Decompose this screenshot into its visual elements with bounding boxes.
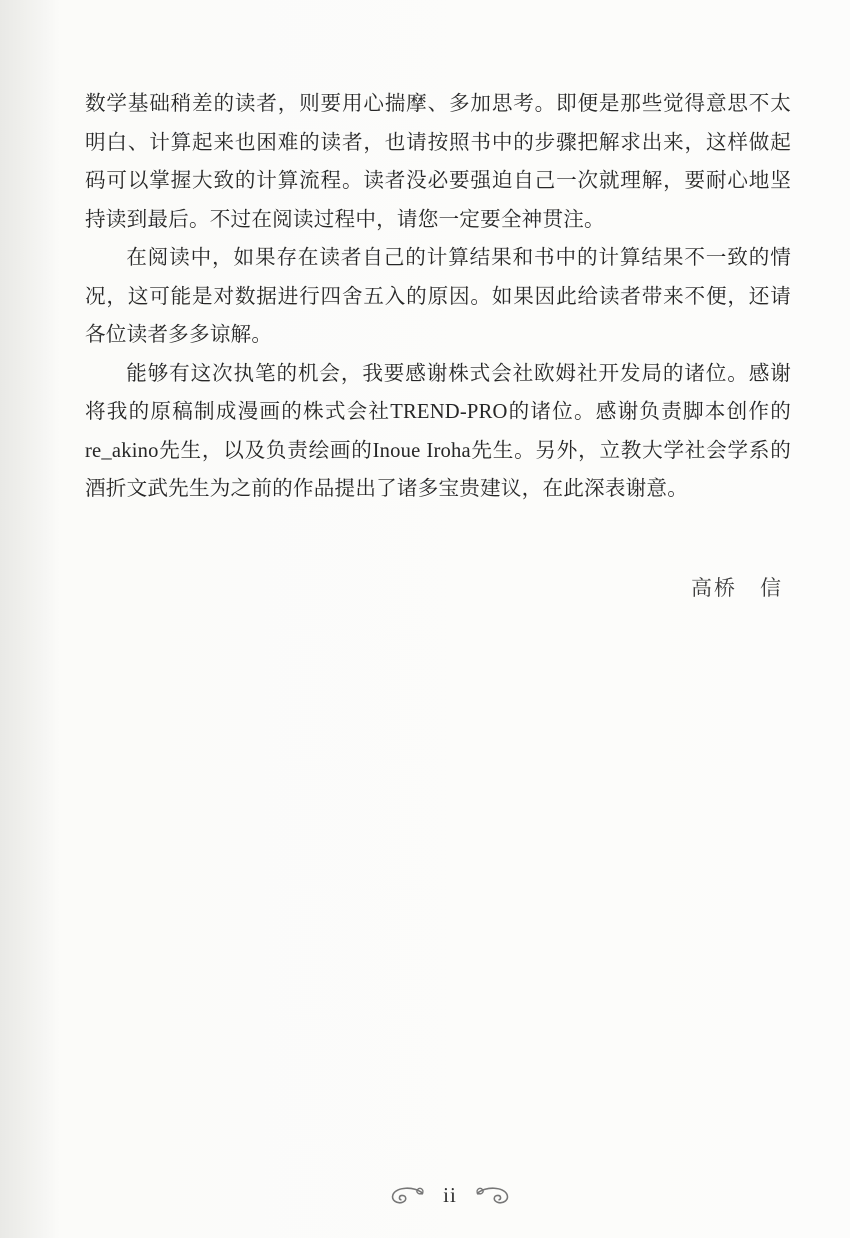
page-footer: [50, 1180, 850, 1210]
paragraph-1: 数学基础稍差的读者，则要用心揣摩、多加思考。即便是那些觉得意思不太明白、计算起来也困难的读者，也请按照书中的步骤把解求出来，这样做起码可以掌握大致的计算流程。读者没必要强迫自己一次就理解，要耐心地坚持读到最后。不过在阅读过程中，请您一定要全神贯注。: [85, 93, 791, 231]
author-signature: 高桥 信: [691, 575, 783, 600]
swirl-flourish-right-icon: [471, 1185, 513, 1205]
paragraph-3: 能够有这次执笔的机会，我要感谢株式会社欧姆社开发局的诸位。感谢将我的原稿制成漫画的株式会社TREND-PRO的诸位。感谢负责脚本创作的re_akino先生，以及负责绘画的Inoue Iroha先生。另外，立教大学社会学系的酒折文武先生为之前的作品提出了诸多宝贵建议，在此深表谢意。: [85, 362, 791, 500]
page-number: ii: [443, 1183, 457, 1207]
page-content: [85, 85, 791, 607]
paragraph-2: 在阅读中，如果存在读者自己的计算结果和书中的计算结果不一致的情况，这可能是对数据进行四舍五入的原因。如果因此给读者带来不便，还请各位读者多多谅解。: [85, 247, 791, 346]
swirl-flourish-left-icon: [387, 1185, 429, 1205]
